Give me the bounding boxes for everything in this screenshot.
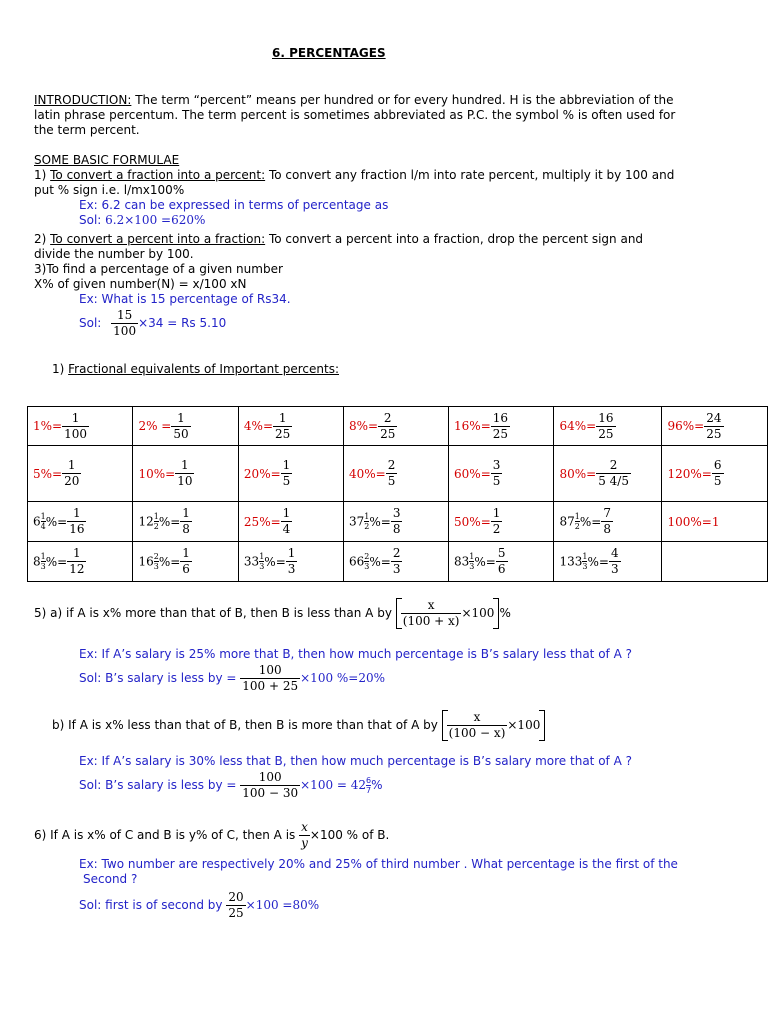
fraction — [281, 458, 293, 489]
rule-5b — [52, 710, 545, 741]
rule-5a-bracket — [396, 598, 500, 629]
solution-5b-fraction — [240, 770, 300, 801]
mixed-number — [138, 512, 158, 531]
mixed-number — [349, 552, 369, 571]
percent-label: %= — [45, 514, 68, 529]
fraction-numerator: 1 — [177, 410, 185, 425]
mixed-denominator: 4 — [40, 522, 46, 531]
solution-5b-rest: ×100 = 42 — [300, 778, 367, 792]
fraction — [491, 411, 510, 442]
mixed-whole: 16 — [138, 554, 154, 569]
fraction-numerator: 1 — [282, 458, 291, 472]
fraction-denominator: 25 — [380, 426, 396, 441]
table-cell — [133, 542, 238, 582]
solution-6-denominator: 25 — [228, 906, 244, 920]
percent-label: 4%= — [243, 419, 274, 433]
example-5b: Ex: If A’s salary is 30% less that B, then how much percentage is B’s salary more that of A ? — [79, 754, 632, 768]
fraction — [491, 458, 503, 489]
table-cell — [238, 502, 343, 542]
rule-5b-text: b) If A is x% less than that of B, then B is more than that of A by — [52, 718, 438, 732]
mixed-denominator: 3 — [153, 562, 159, 571]
mixed-denominator: 2 — [153, 522, 159, 531]
mixed-denominator: 3 — [582, 562, 588, 571]
percent-label: %= — [45, 554, 68, 569]
mixed-whole: 83 — [454, 554, 470, 569]
rule-5b-fraction — [447, 710, 508, 741]
mixed-numerator: 1 — [364, 512, 370, 521]
formula-1-line-2: put % sign i.e. l/mx100% — [34, 183, 185, 197]
mixed-whole: 6 — [33, 514, 41, 529]
rule-6-fraction — [299, 820, 310, 851]
mixed-denominator: 3 — [259, 562, 265, 571]
percent-label: %= — [158, 514, 181, 529]
fraction — [273, 411, 292, 442]
table-cell — [343, 542, 448, 582]
example-6-line-2: Second ? — [83, 872, 138, 886]
mixed-number — [454, 552, 474, 571]
percent-label: 10%= — [138, 466, 176, 481]
solution-5b-label: Sol: B’s salary is less by = — [79, 778, 237, 792]
table-cell — [554, 502, 662, 542]
intro-label: INTRODUCTION: — [34, 93, 132, 107]
table-cell — [28, 502, 133, 542]
solution-6 — [79, 890, 319, 921]
fraction — [62, 458, 81, 489]
solution-5b-mixed-numerator: 6 — [366, 776, 372, 785]
table-cell — [28, 407, 133, 446]
percent-label: 96%= — [667, 419, 705, 433]
mixed-whole: 8 — [33, 554, 41, 569]
percent-label: 20%= — [243, 466, 281, 481]
solution-6-rest: ×100 =80% — [245, 898, 320, 912]
solution-6-numerator: 20 — [228, 890, 244, 904]
fraction-numerator: 2 — [387, 458, 396, 472]
example-6-line-1: Ex: Two number are respectively 20% and 25% of third number . What percentage is the first of the — [79, 857, 678, 871]
percent-label: 64%= — [559, 419, 597, 433]
example-5a: Ex: If A’s salary is 25% more that B, then how much percentage is B’s salary less that of A ? — [79, 647, 632, 661]
table-cell — [449, 542, 554, 582]
fraction-numerator: 2 — [609, 458, 618, 472]
table-cell — [238, 542, 343, 582]
solution-5b-mixed-denominator: 7 — [366, 786, 372, 795]
table-cell — [554, 542, 662, 582]
fraction — [281, 506, 293, 537]
fraction-denominator: 3 — [392, 562, 401, 576]
table-cell — [449, 407, 554, 446]
formula-2 — [34, 232, 643, 247]
table-cell — [28, 542, 133, 582]
fraction-numerator: 7 — [603, 506, 611, 520]
fraction-numerator: 24 — [706, 410, 722, 425]
table-cell — [133, 502, 238, 542]
formula-1 — [34, 168, 674, 183]
fraction-denominator: 5 — [713, 474, 722, 488]
rule-6 — [34, 820, 389, 851]
fraction-numerator: 1 — [287, 546, 296, 560]
fraction-denominator: 6 — [182, 562, 190, 576]
fraction-numerator: 1 — [278, 410, 287, 425]
solution-6-fraction — [226, 890, 245, 921]
fraction-denominator: 6 — [497, 562, 506, 576]
rule-5a-multiplier: ×100 — [461, 606, 495, 620]
table-cell — [449, 446, 554, 502]
mixed-denominator: 3 — [40, 562, 46, 571]
mixed-numerator: 1 — [40, 552, 46, 561]
rule-5a-text: 5) a) if A is x% more than that of B, then B is less than A by — [34, 606, 392, 620]
fraction-denominator: 5 — [282, 474, 291, 488]
fraction — [67, 506, 86, 537]
fraction — [180, 546, 192, 577]
percent-label: %= — [158, 554, 181, 569]
formula-2-label: To convert a percent into a fraction: — [50, 232, 266, 246]
percent-label: %= — [264, 554, 286, 569]
fraction — [609, 546, 621, 577]
rule-6-text-2: ×100 % of B. — [309, 828, 390, 842]
fraction — [171, 411, 190, 442]
solution-3-denominator: 100 — [113, 324, 137, 338]
table-cell — [554, 407, 662, 446]
mixed-number — [559, 552, 587, 571]
fraction-numerator: 1 — [67, 458, 76, 472]
table-cell — [662, 502, 768, 542]
percent-label: 120%= — [667, 466, 712, 481]
fraction-denominator: 5 — [387, 474, 396, 488]
table-cell — [238, 407, 343, 446]
fraction-numerator: 3 — [492, 458, 501, 472]
table-row — [28, 407, 768, 446]
fraction-numerator: 1 — [182, 546, 190, 560]
solution-5a-label: Sol: B’s salary is less by = — [79, 671, 237, 685]
rule-6-denominator: y — [301, 836, 308, 850]
table-row — [28, 542, 768, 582]
solution-3-numerator: 15 — [116, 308, 133, 322]
solution-5a — [79, 663, 385, 694]
fraction — [596, 411, 615, 442]
mixed-denominator: 2 — [364, 522, 370, 531]
table-cell — [449, 502, 554, 542]
table-cell — [133, 407, 238, 446]
fraction-denominator: 2 — [492, 522, 501, 536]
solution-1-expr: 6.2×100 =620% — [105, 213, 206, 227]
mixed-numerator: 1 — [40, 512, 46, 521]
rule-5b-numerator: x — [473, 710, 481, 724]
fraction-denominator: 25 — [492, 426, 509, 441]
table-row — [28, 446, 768, 502]
solution-3 — [79, 308, 226, 339]
rule-5b-multiplier: ×100 — [507, 718, 541, 732]
mixed-denominator: 3 — [364, 562, 370, 571]
mixed-number — [33, 512, 46, 531]
percent-label: 25%= — [243, 514, 281, 529]
mixed-numerator: 1 — [153, 512, 159, 521]
mixed-numerator: 1 — [469, 552, 475, 561]
table-row — [28, 502, 768, 542]
mixed-number — [244, 552, 264, 571]
fraction — [62, 411, 89, 442]
table-cell — [133, 446, 238, 502]
example-3: Ex: What is 15 percentage of Rs34. — [79, 292, 291, 306]
formula-2-line-2: divide the number by 100. — [34, 247, 194, 261]
fraction-numerator: 5 — [497, 546, 506, 560]
rule-5a-percent: % — [499, 606, 511, 620]
percent-label: %= — [587, 554, 609, 569]
rule-5a-numerator: x — [427, 598, 435, 612]
list-item-num: 1) — [52, 362, 65, 376]
fraction-denominator: 4 — [282, 522, 291, 536]
fraction — [391, 506, 403, 537]
fraction — [386, 458, 398, 489]
rule-5a-denominator: (100 + x) — [402, 614, 460, 628]
fraction — [175, 458, 194, 489]
table-cell — [662, 542, 768, 582]
table-cell — [343, 446, 448, 502]
fraction-numerator: 3 — [392, 506, 401, 520]
table-cell — [343, 502, 448, 542]
mixed-number — [559, 512, 579, 531]
solution-3-fraction — [111, 308, 138, 339]
solution-5b-denominator: 100 − 30 — [242, 786, 299, 800]
fraction — [491, 506, 503, 537]
formula-3-line-2: X% of given number(N) = x/100 xN — [34, 277, 247, 291]
fraction — [712, 458, 724, 489]
rule-5b-denominator: (100 − x) — [448, 726, 506, 740]
percent-label: %= — [474, 554, 496, 569]
mixed-numerator: 2 — [364, 552, 370, 561]
mixed-numerator: 1 — [259, 552, 265, 561]
table-cell — [662, 407, 768, 446]
fraction — [391, 546, 403, 577]
percent-label: 16%= — [454, 419, 491, 433]
fraction-denominator: 25 — [275, 426, 291, 441]
solution-5b-numerator: 100 — [258, 770, 282, 784]
solution-1 — [79, 213, 205, 228]
mixed-number — [33, 552, 46, 571]
fraction-numerator: 16 — [492, 410, 509, 425]
percent-label: 8%= — [348, 419, 379, 433]
solution-5a-fraction — [240, 663, 300, 694]
solution-5a-numerator: 100 — [258, 663, 282, 677]
rule-6-numerator: x — [301, 820, 308, 834]
percent-label: 2% = — [138, 419, 172, 433]
example-1: Ex: 6.2 can be expressed in terms of percentage as — [79, 198, 389, 212]
fraction — [601, 506, 613, 537]
intro-line-2: latin phrase percentum. The term percent is sometimes abbreviated as P.C. the symbol % is often used for — [34, 108, 676, 122]
fraction — [378, 411, 397, 442]
formula-1-num: 1) — [34, 168, 51, 182]
percent-label: 80%= — [559, 466, 597, 481]
page-title: 6. PERCENTAGES — [272, 46, 386, 60]
table-cell — [662, 446, 768, 502]
mixed-whole: 133 — [559, 554, 583, 569]
solution-5b-percent: % — [371, 778, 383, 792]
formula-2-num: 2) — [34, 232, 51, 246]
mixed-whole: 12 — [138, 514, 154, 529]
fraction-denominator: 10 — [177, 474, 193, 488]
fraction-numerator: 1 — [73, 506, 81, 520]
mixed-denominator: 3 — [469, 562, 475, 571]
fraction-denominator: 8 — [182, 522, 190, 536]
solution-3-rest: ×34 = Rs 5.10 — [138, 316, 227, 330]
fraction — [496, 546, 508, 577]
solution-5b — [79, 770, 383, 801]
fraction-denominator: 25 — [598, 426, 614, 441]
percent-label: %= — [369, 554, 391, 569]
percent-label: 60%= — [454, 466, 491, 481]
percent-label: 50%= — [454, 514, 491, 529]
fraction — [180, 506, 192, 537]
percent-label: 40%= — [348, 466, 386, 481]
fraction-denominator: 5 — [492, 474, 501, 488]
list-item-label: Fractional equivalents of Important percents: — [68, 362, 339, 376]
fraction-numerator: 1 — [71, 410, 80, 425]
fraction-numerator: 1 — [282, 506, 291, 520]
solution-5a-rest: ×100 %=20% — [300, 671, 386, 685]
fraction-denominator: 8 — [603, 522, 611, 536]
mixed-number — [138, 552, 158, 571]
mixed-whole: 87 — [559, 514, 575, 529]
intro-line-1 — [34, 93, 674, 108]
fraction — [704, 411, 723, 442]
fraction-denominator: 5 4/5 — [598, 474, 629, 488]
fraction-numerator: 4 — [610, 546, 619, 560]
solution-3-label: Sol: — [79, 316, 102, 330]
fraction-numerator: 1 — [73, 546, 81, 560]
rule-5a-fraction — [401, 598, 462, 629]
fraction-denominator: 25 — [706, 426, 722, 441]
fraction-denominator: 12 — [69, 562, 85, 576]
mixed-number — [349, 512, 369, 531]
fraction-denominator: 16 — [69, 522, 85, 536]
fraction-numerator: 6 — [713, 458, 722, 472]
rule-6-text: 6) If A is x% of C and B is y% of C, then A is — [34, 828, 296, 842]
table-cell — [554, 446, 662, 502]
fraction-numerator: 16 — [598, 410, 614, 425]
mixed-whole: 33 — [243, 554, 260, 569]
percent-label: %= — [579, 514, 602, 529]
percent-label: 1%= — [33, 419, 63, 433]
intro-text-1: The term “percent” means per hundred or for every hundred. H is the abbreviation of the — [131, 93, 674, 107]
rule-5a — [34, 598, 511, 629]
percent-label: 100%=1 — [667, 514, 720, 529]
fraction — [67, 546, 86, 577]
intro-line-3: the term percent. — [34, 123, 140, 137]
fraction-numerator: 2 — [383, 410, 392, 425]
mixed-numerator: 2 — [153, 552, 159, 561]
solution-1-label: Sol: — [79, 213, 106, 227]
fraction-numerator: 1 — [492, 506, 501, 520]
fraction-numerator: 1 — [181, 458, 189, 472]
solution-6-label: Sol: first is of second by — [79, 898, 223, 912]
percent-label: %= — [369, 514, 391, 529]
formula-2-text: To convert a percent into a fraction, drop the percent sign and — [265, 232, 644, 246]
fraction-denominator: 20 — [64, 474, 80, 488]
basic-heading: SOME BASIC FORMULAE — [34, 153, 180, 167]
fractional-equivalents-table — [27, 406, 768, 582]
fraction-numerator: 1 — [182, 506, 190, 520]
fraction — [596, 458, 631, 489]
fraction-denominator: 3 — [610, 562, 619, 576]
mixed-whole: 66 — [348, 554, 365, 569]
solution-5a-denominator: 100 + 25 — [242, 679, 299, 693]
table-cell — [238, 446, 343, 502]
fraction-denominator: 8 — [392, 522, 401, 536]
rule-5b-bracket — [442, 710, 546, 741]
fraction-denominator: 50 — [173, 426, 189, 441]
mixed-numerator: 1 — [582, 552, 588, 561]
mixed-denominator: 2 — [574, 522, 580, 531]
fraction-denominator: 100 — [64, 426, 87, 441]
mixed-whole: 37 — [348, 514, 365, 529]
formula-1-text: To convert any fraction l/m into rate percent, multiply it by 100 and — [265, 168, 675, 182]
formula-1-label: To convert a fraction into a percent: — [50, 168, 266, 182]
fraction — [286, 546, 298, 577]
fraction-denominator: 3 — [287, 562, 296, 576]
list-item-1 — [52, 362, 339, 377]
formula-3: 3)To find a percentage of a given number — [34, 262, 283, 276]
percent-label: 5%= — [33, 466, 63, 481]
fraction-numerator: 2 — [392, 546, 401, 560]
table-cell — [28, 446, 133, 502]
table-cell — [343, 407, 448, 446]
mixed-numerator: 1 — [574, 512, 580, 521]
